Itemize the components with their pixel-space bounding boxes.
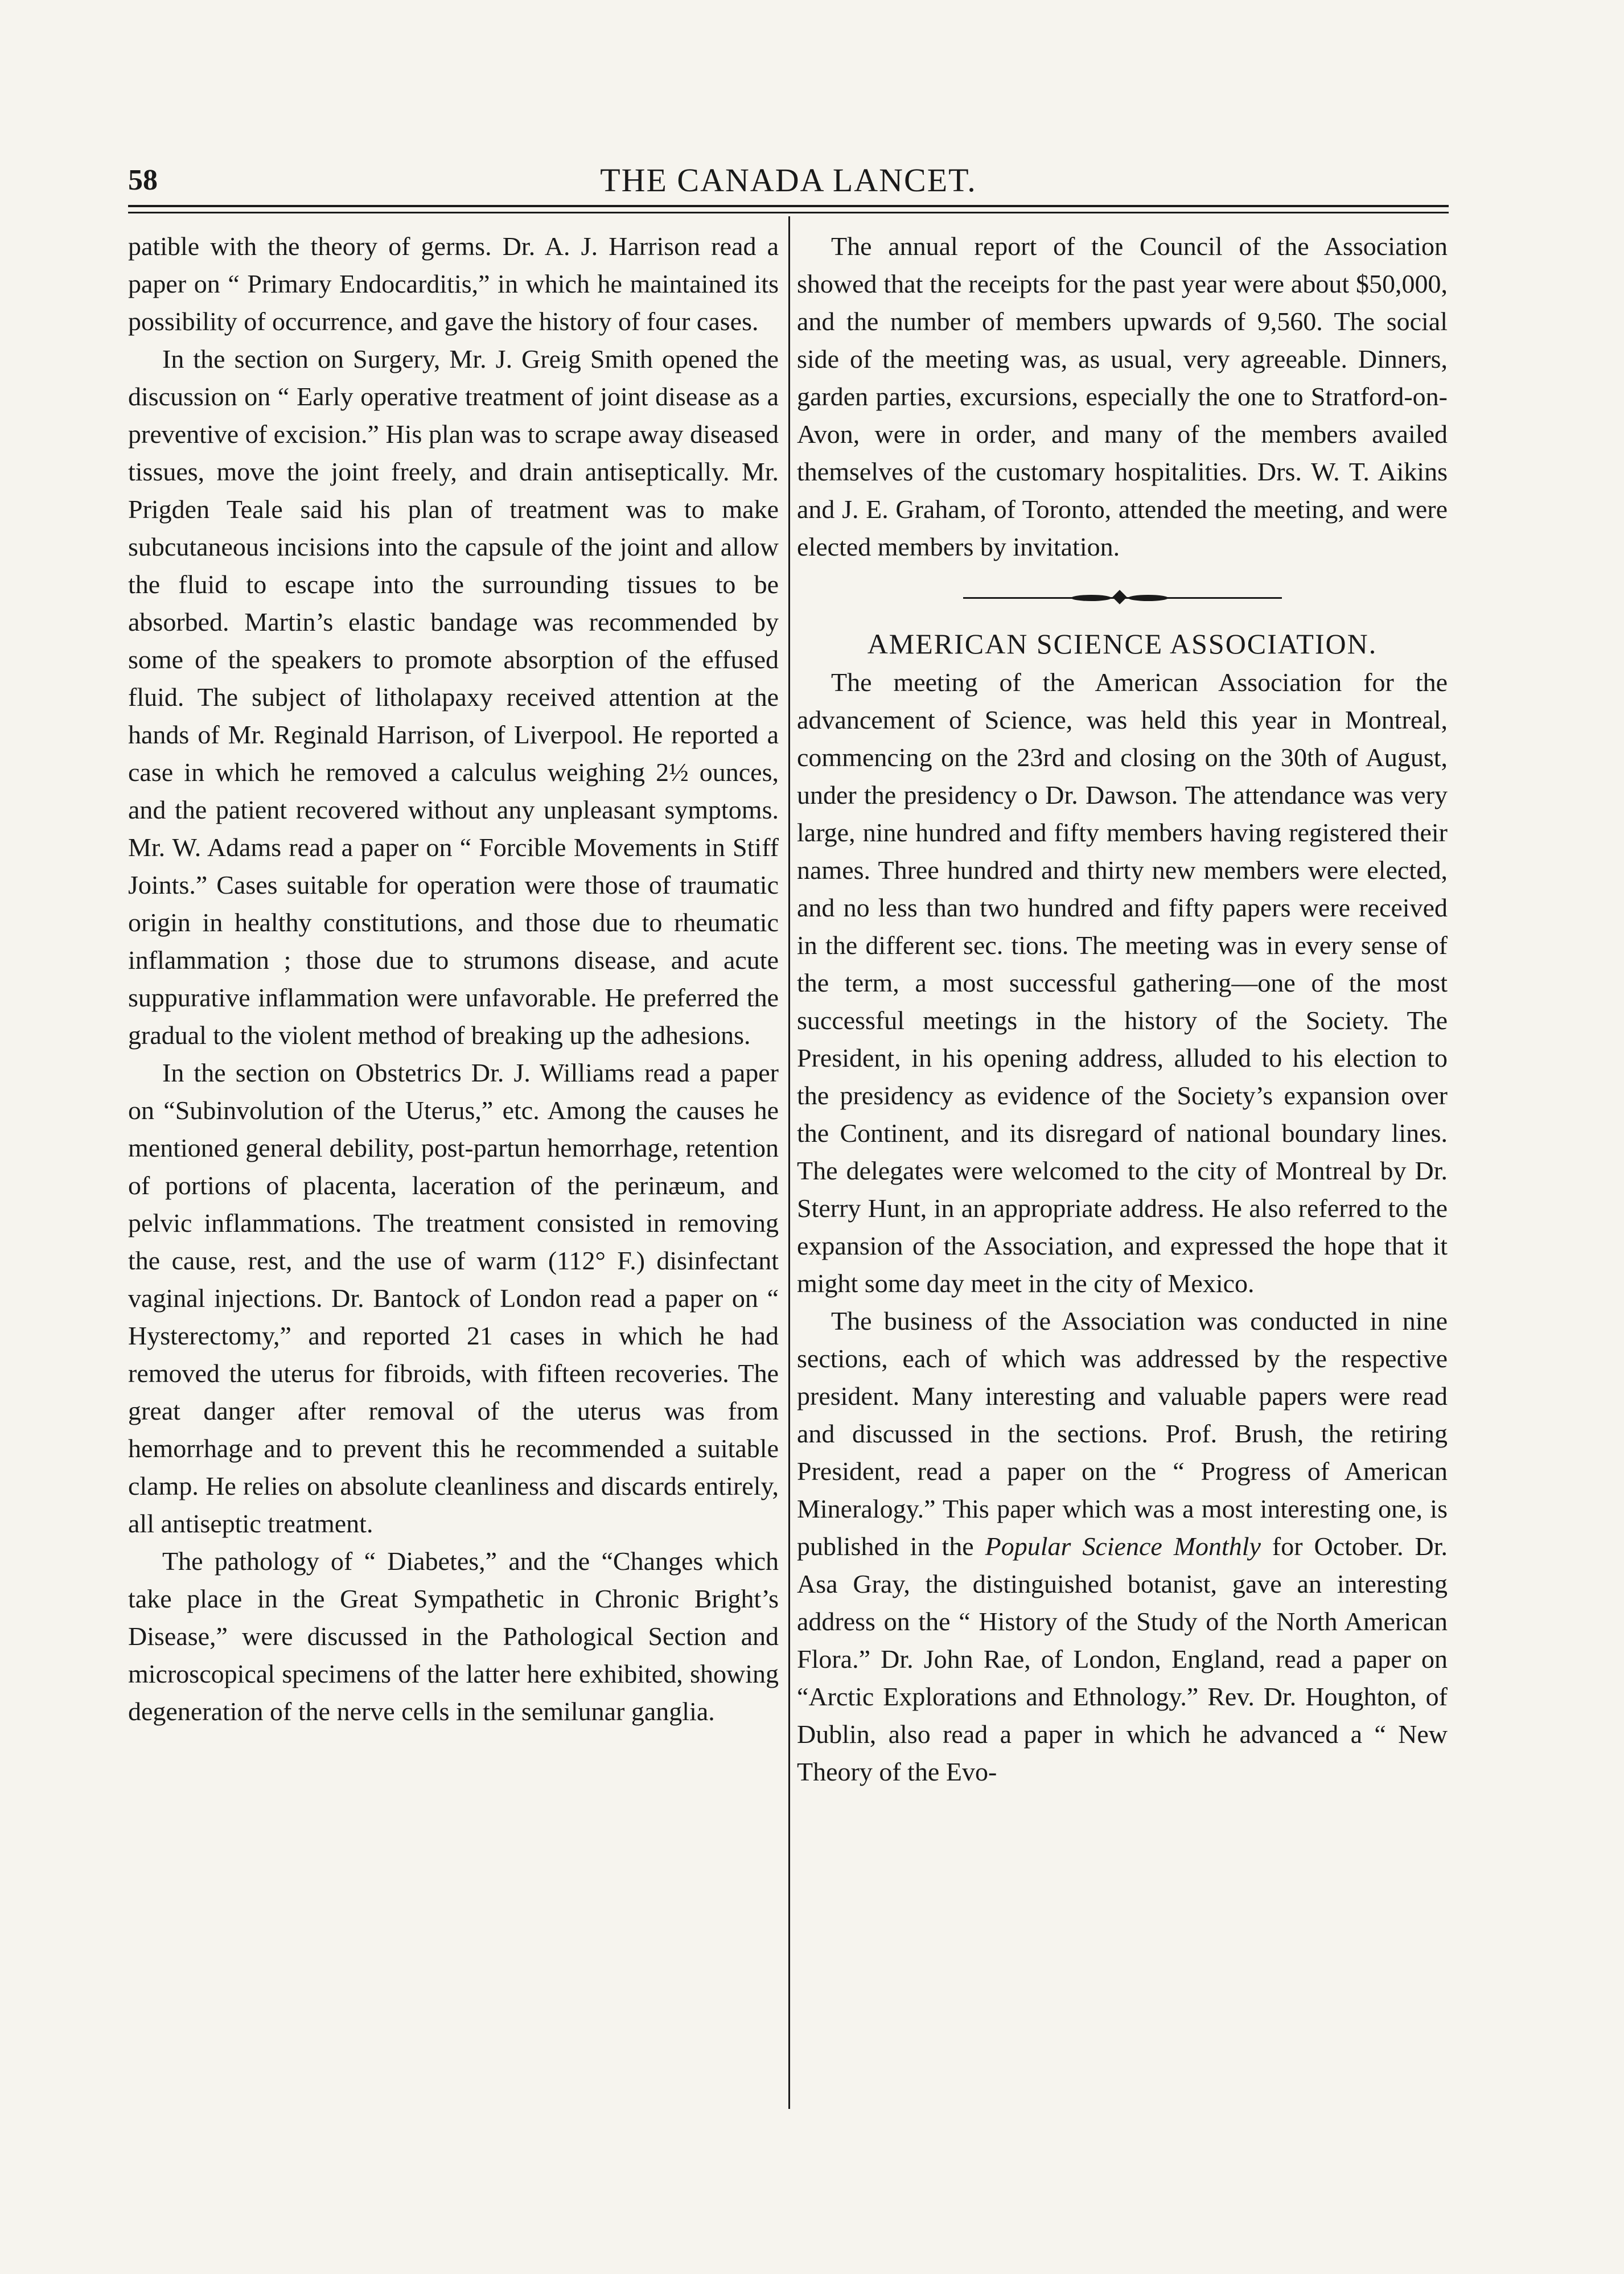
- left-paragraph-surgery: In the section on Surgery, Mr. J. Greig Smith opened the discussion on “ Early operative treatment of joint disease as a preventive of excision.” His plan was to scrape away diseased tissues, move the joint freely, and drain antiseptically. Mr. Prigden Teale said his plan of treatment was to make subcutaneous incisions into the capsule of the joint and allow the fluid to escape into the surrounding tissues to be absorbed. Martin’s elastic bandage was recommended by some of the speakers to promote absorption of the effused fluid. The subject of litholapaxy received attention at the hands of Mr. Reginald Harrison, of Liverpool. He reported a case in which he removed a calculus weighing 2½ ounces, and the patient recovered without any unpleasant symptoms. Mr. W. Adams read a paper on “ Forcible Movements in Stiff Joints.” Cases suitable for operation were those of traumatic origin in healthy constitutions, and those due to rheumatic inflammation ; those due to strumons disease, and acute suppurative inflammation were unfavorable. He preferred the gradual to the violent method of breaking up the adhesions.: [128, 344, 779, 1050]
- right-column: [797, 228, 1448, 1791]
- left-paragraph-obstetrics: In the section on Obstetrics Dr. J. Williams read a paper on “Subinvolution of the Uterus,” etc. Among the causes he mentioned general debility, post-partun hemorrhage, retention of portions of placenta, laceration of the perinæum, and pelvic inflammations. The treatment consisted in removing the cause, rest, and the use of warm (112° F.) disinfectant vaginal injections. Dr. Bantock of London read a paper on “ Hysterectomy,” and reported 21 cases in which he had removed the uterus for fibroids, with fifteen recoveries. The great danger after removal of the uterus was from hemorrhage and to prevent this he recommended a suitable clamp. He relies on absolute cleanliness and discards entirely, all antiseptic treatment.: [128, 1058, 779, 1538]
- header-rule-bottom: [128, 212, 1449, 213]
- column-divider: [788, 216, 790, 2109]
- left-paragraph-pathology: The pathology of “ Diabetes,” and the “Changes which take place in the Great Sympathetic in Chronic Bright’s Disease,” were discussed in the Pathological Section and microscopical specimens of the latter here exhibited, showing degeneration of the nerve cells in the semilunar ganglia.: [128, 1547, 779, 1726]
- left-paragraph-1: patible with the theory of germs. Dr. A. J. Harrison read a paper on “ Primary Endocarditis,” in which he maintained its possibility of occurrence, and gave the history of four cases.: [128, 232, 779, 336]
- page-number: 58: [128, 164, 158, 196]
- right-paragraph-annual-report: The annual report of the Council of the Association showed that the receipts for the past year were about $50,000, and the number of members upwards of 9,560. The social side of the meeting was, as usual, very agreeable. Dinners, garden parties, excursions, especially the one to Stratford-on-Avon, were in order, and many of the members availed themselves of the customary hospitalities. Drs. W. T. Aikins and J. E. Graham, of Toronto, attended the meeting, and were elected members by invitation.: [797, 232, 1448, 561]
- page-header: [128, 161, 1449, 200]
- right-paragraph-meeting: The meeting of the American Association for the advancement of Science, was held this year in Montreal, commencing on the 23rd and closing on the 30th of August, under the presidency o Dr. Dawson. The attendance was very large, nine hundred and fifty members having registered their names. Three hundred and thirty new members were elected, and no less than two hundred and fifty papers were received in the different sec. tions. The meeting was in every sense of the term, a most successful gathering—one of the most successful meetings in the history of the Society. The President, in his opening address, alluded to his election to the presidency as evidence of the Society’s expansion over the Continent, and its disregard of national boundary lines. The delegates were welcomed to the city of Montreal by Dr. Sterry Hunt, in an appropriate address. He also referred to the expansion of the Association, and expressed the hope that it might some day meet in the city of Mexico.: [797, 668, 1448, 1298]
- header-rule-top: [128, 205, 1449, 207]
- journal-name-italic: Popular Science Monthly: [985, 1532, 1261, 1561]
- section-heading: AMERICAN SCIENCE ASSOCIATION.: [867, 628, 1378, 660]
- journal-title: THE CANADA LANCET.: [600, 162, 977, 199]
- right-paragraph-business: [797, 1302, 1448, 1791]
- section-ornament: [963, 592, 1282, 603]
- left-column: [128, 228, 779, 1730]
- business-text-end: for October. Dr. Asa Gray, the distinguished botanist, gave an interesting address on the “ History of the Study of the North American Flora.” Dr. John Rae, of London, England, read a paper on “Arctic Explorations and Ethnology.” Rev. Dr. Houghton, of Dublin, also read a paper in which he advanced a “ New Theory of the Evo-: [797, 1532, 1448, 1786]
- business-text-start: The business of the Association was conducted in nine sections, each of which was addressed by the respective president. Many interesting and valuable papers were read and discussed in the sections. Prof. Brush, the retiring President, read a paper on the “ Progress of American Mineralogy.” This paper which was a most interesting one, is published in the: [797, 1306, 1448, 1561]
